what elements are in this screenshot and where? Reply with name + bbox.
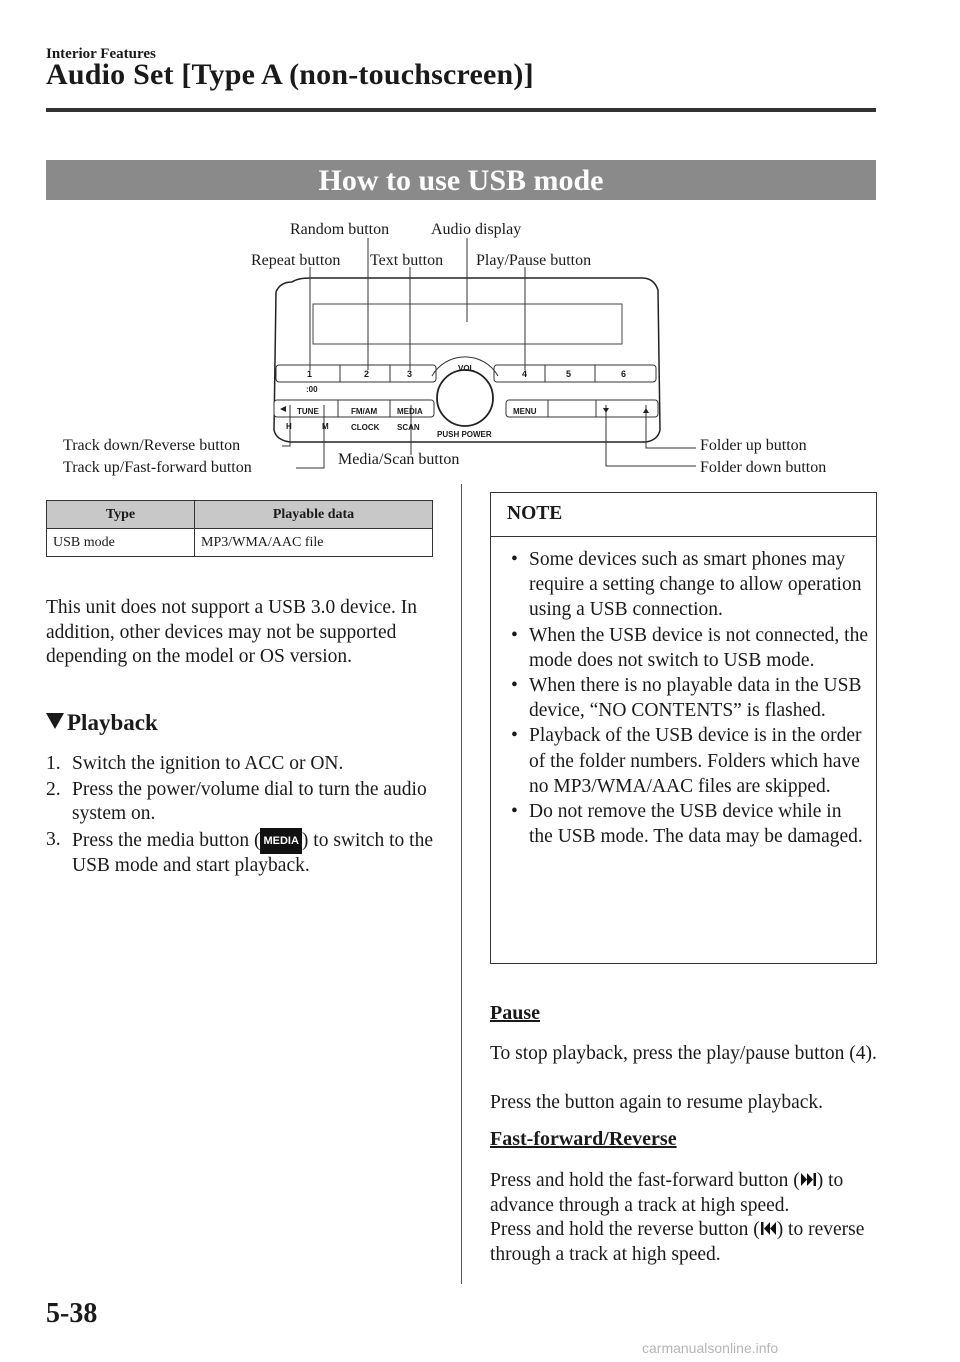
- note-item-text: When there is no playable data in the USB device, “NO CONTENTS” is flashed.: [529, 675, 862, 722]
- folder-up-label: Folder up button: [700, 437, 807, 454]
- ffrev-text: Press and hold the reverse button (: [490, 1219, 760, 1240]
- note-heading: NOTE: [491, 493, 876, 537]
- pause-paragraph-1: To stop playback, press the play/pause button (4).: [490, 1043, 877, 1064]
- step-number: 3.: [46, 828, 61, 850]
- tune-label: TUNE: [297, 407, 319, 416]
- track-up-label: Track up/Fast-forward button: [63, 459, 252, 476]
- ffrev-paragraph-1: [490, 1169, 890, 1218]
- ffrev-text: Press and hold the fast-forward button (: [490, 1170, 800, 1191]
- text-button-label: Text button: [370, 252, 444, 269]
- page-number: 5-38: [46, 1298, 98, 1329]
- ffrev-heading: Fast-forward/Reverse: [490, 1128, 677, 1150]
- page-title: Audio Set [Type A (non-touchscreen)]: [46, 58, 534, 91]
- preset-1-label: 1: [307, 369, 313, 379]
- table-cell: MP3/WMA/AAC file: [195, 529, 433, 557]
- table-header: Type: [47, 501, 195, 529]
- note-item-text: When the USB device is not connected, the mode does not switch to USB mode.: [529, 624, 868, 671]
- playback-heading: [46, 710, 158, 736]
- list-item: [511, 547, 868, 623]
- preset-2-label: 2: [364, 369, 370, 379]
- table-header: Playable data: [195, 501, 433, 529]
- step-number: 1.: [46, 753, 61, 774]
- repeat-button-label: Repeat button: [251, 252, 341, 269]
- pause-paragraph-2: Press the button again to resume playback.: [490, 1092, 824, 1113]
- scan-label: SCAN: [397, 423, 420, 432]
- clock-label: CLOCK: [351, 423, 380, 432]
- table-header-row: [47, 501, 433, 529]
- step-text: Switch the ignition to ACC or ON.: [72, 753, 344, 774]
- section-label: Interior Features: [46, 46, 156, 62]
- menu-label: MENU: [513, 407, 537, 416]
- media-button-icon: MEDIA: [260, 828, 301, 855]
- playable-data-table: [46, 500, 433, 557]
- ffrev-text: ) to advance through a track at high speed.: [490, 1170, 844, 1216]
- ffrev-paragraph-2: [490, 1218, 890, 1267]
- note-box: [490, 492, 877, 964]
- step-text: ) to switch to the USB mode and start playback.: [72, 829, 433, 876]
- step-text: Press the power/volume dial to turn the audio system on.: [72, 778, 427, 824]
- intro-paragraph: This unit does not support a USB 3.0 device. In addition, other devices may not be supported depending on the model or OS version.: [46, 597, 418, 667]
- list-item: [511, 723, 868, 799]
- list-item: [46, 828, 446, 879]
- column-divider: [461, 484, 462, 1284]
- clock-small-label: :00: [306, 385, 318, 394]
- track-down-label: Track down/Reverse button: [63, 437, 241, 454]
- preset-5-label: 5: [566, 369, 572, 379]
- ffrev-text: ) to reverse through a track at high speed.: [490, 1219, 865, 1265]
- step-number: 2.: [46, 778, 61, 800]
- playback-steps: [46, 752, 446, 880]
- list-item: [46, 778, 446, 827]
- audio-display-label: Audio display: [431, 221, 522, 238]
- table-cell: USB mode: [47, 529, 195, 557]
- play-pause-button-label: Play/Pause button: [476, 252, 592, 269]
- bullet-icon: •: [511, 624, 518, 646]
- audio-unit-figure: [0, 200, 960, 490]
- list-item: [511, 799, 868, 849]
- pause-heading: Pause: [490, 1002, 540, 1024]
- random-button-label: Random button: [290, 221, 390, 238]
- note-item-text: Some devices such as smart phones may require a setting change to allow operation using a USB connection.: [529, 549, 862, 621]
- list-item: [46, 752, 446, 777]
- preset-3-label: 3: [407, 369, 413, 379]
- h-label: H: [286, 422, 292, 431]
- note-item-text: Do not remove the USB device while in the USB mode. The data may be damaged.: [529, 801, 863, 848]
- media-scan-label: Media/Scan button: [338, 451, 460, 468]
- header-rule: [46, 108, 876, 112]
- playback-heading-text: Playback: [67, 710, 158, 735]
- bullet-icon: •: [511, 675, 518, 697]
- bullet-icon: •: [511, 801, 518, 823]
- note-list: [491, 537, 876, 849]
- m-label: M: [322, 422, 329, 431]
- bullet-icon: •: [511, 549, 518, 570]
- preset-4-label: 4: [522, 369, 528, 379]
- list-item: [511, 673, 868, 723]
- watermark: carmanualsonline.info: [642, 1340, 779, 1356]
- fm-am-label: FM/AM: [351, 407, 378, 416]
- note-item-text: Playback of the USB device is in the order of the folder numbers. Folders which have no MP3/WMA/AAC files are skipped.: [529, 725, 862, 797]
- triangle-marker-icon: [46, 713, 64, 729]
- section-banner: How to use USB mode: [46, 160, 876, 200]
- reverse-icon: [760, 1221, 777, 1236]
- folder-down-label: Folder down button: [700, 459, 827, 476]
- bullet-icon: •: [511, 725, 518, 747]
- fast-forward-icon: [800, 1172, 817, 1187]
- preset-6-label: 6: [621, 369, 627, 379]
- media-label: MEDIA: [397, 407, 423, 416]
- push-power-label: PUSH POWER: [437, 430, 492, 439]
- step-text: Press the media button (: [72, 829, 261, 851]
- vol-label: VOL: [458, 364, 475, 373]
- list-item: [511, 623, 868, 673]
- table-row: [47, 529, 433, 557]
